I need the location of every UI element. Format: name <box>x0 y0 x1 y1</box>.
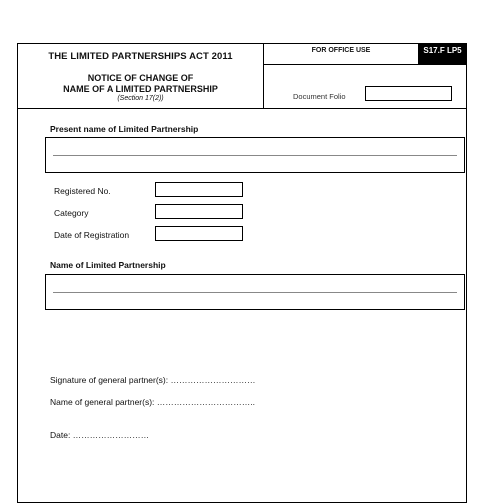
act-title: THE LIMITED PARTNERSHIPS ACT 2011 <box>48 51 233 62</box>
office-use-label: FOR OFFICE USE <box>264 43 418 65</box>
signature-line: Signature of general partner(s): ………………………… <box>50 375 256 385</box>
date-line: Date: ……………………… <box>50 430 150 440</box>
office-use-block <box>264 43 467 109</box>
registered-no-label: Registered No. <box>54 186 111 196</box>
general-partner-name-line: Name of general partner(s): …………………………….. <box>50 397 255 407</box>
form-title-block <box>17 43 264 109</box>
new-name-label: Name of Limited Partnership <box>50 260 166 270</box>
registered-no-field[interactable] <box>155 182 243 197</box>
category-field[interactable] <box>155 204 243 219</box>
notice-title <box>17 73 264 95</box>
document-folio-field[interactable] <box>365 86 452 101</box>
date-of-registration-label: Date of Registration <box>54 230 130 240</box>
notice-title-line-2: NAME OF A LIMITED PARTNERSHIP <box>63 84 218 94</box>
present-name-label: Present name of Limited Partnership <box>50 124 199 134</box>
date-of-registration-field[interactable] <box>155 226 243 241</box>
document-folio-label: Document Folio <box>293 92 346 100</box>
notice-title-line-1: NOTICE OF CHANGE OF <box>87 73 194 83</box>
new-name-writing-line <box>53 292 457 293</box>
new-name-field[interactable] <box>45 274 465 310</box>
present-name-field[interactable] <box>45 137 465 173</box>
category-label: Category <box>54 208 89 218</box>
section-reference: (Section 17(2)) <box>117 95 164 102</box>
present-name-writing-line <box>53 155 457 156</box>
form-code-badge: S17.F LP5 <box>418 43 467 65</box>
